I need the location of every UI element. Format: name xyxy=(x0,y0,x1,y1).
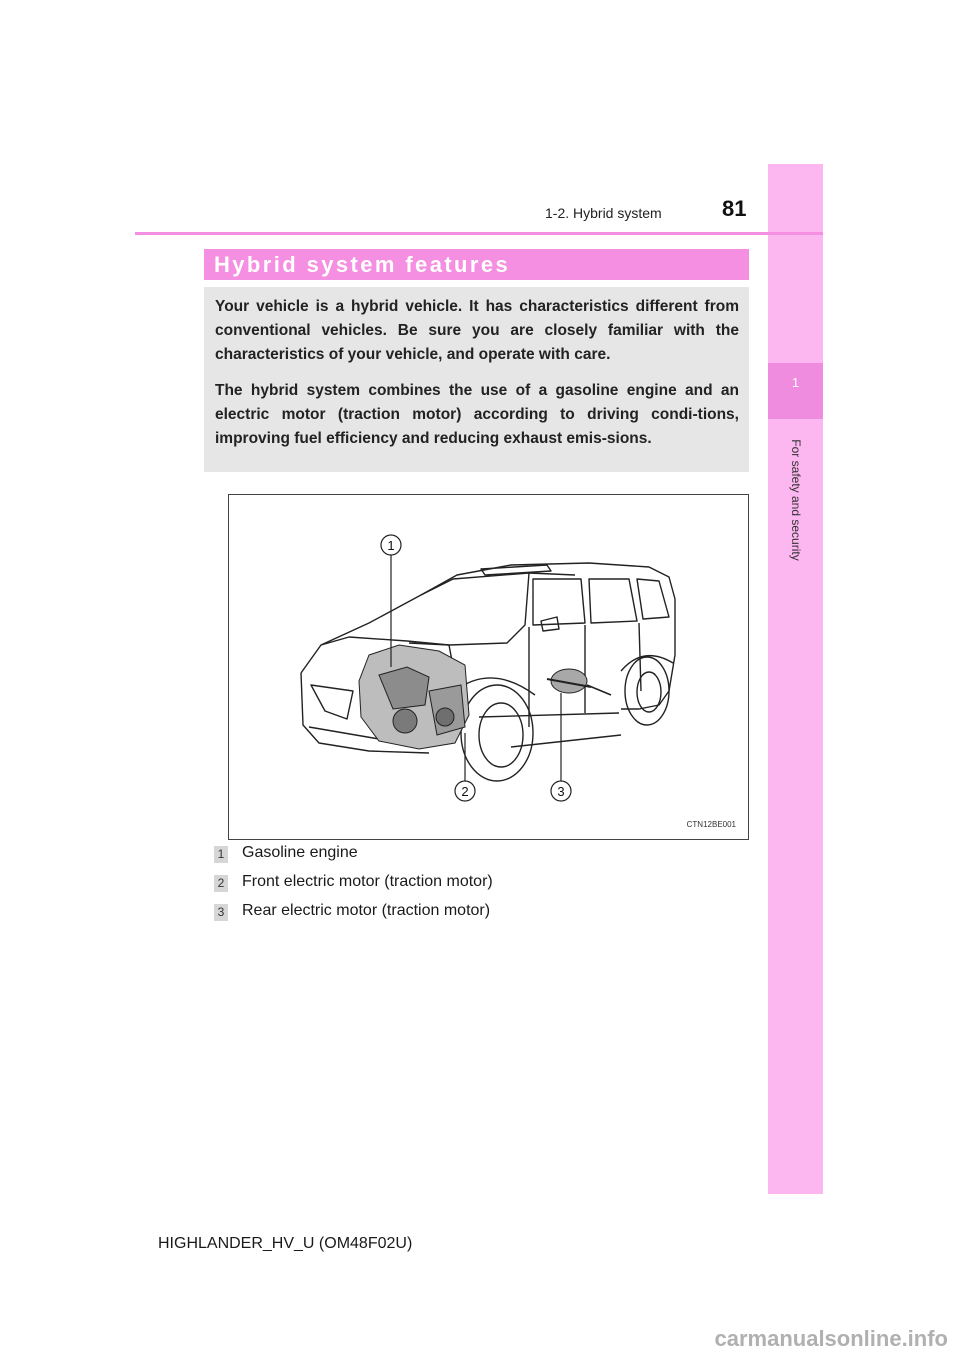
legend-text: Gasoline engine xyxy=(242,844,358,861)
legend-badge: 3 xyxy=(214,904,228,921)
intro-paragraph-2: The hybrid system combines the use of a gasoline engine and an electric motor (traction motor) according to driving condi-tions, improving fuel efficiency and reducing exhaust emis-sions. xyxy=(215,382,739,447)
running-header-section: 1-2. Hybrid system xyxy=(545,205,662,221)
callout-3-label: 3 xyxy=(557,784,565,799)
page-number: 81 xyxy=(722,196,747,221)
legend-text: Front electric motor (traction motor) xyxy=(242,873,493,890)
manual-code-footer: HIGHLANDER_HV_U (OM48F02U) xyxy=(158,1235,413,1252)
section-title: Hybrid system features xyxy=(214,252,511,277)
chapter-tab[interactable] xyxy=(768,363,823,419)
intro-box xyxy=(204,287,749,472)
figure-code: CTN12BE001 xyxy=(686,820,736,829)
chapter-title: For safety and security xyxy=(789,439,803,561)
legend-badge: 2 xyxy=(214,875,228,892)
chapter-sidebar xyxy=(768,164,823,1194)
legend-text: Rear electric motor (traction motor) xyxy=(242,902,491,919)
vehicle-illustration xyxy=(229,495,749,840)
legend-badge: 1 xyxy=(214,846,228,863)
intro-paragraph-1: Your vehicle is a hybrid vehicle. It has characteristics different from conventional vehicles. Be sure you are closely familiar with the characteristics of your vehicle, and operate with care. xyxy=(215,298,739,363)
chapter-number: 1 xyxy=(791,375,800,390)
watermark[interactable]: carmanualsonline.info xyxy=(714,1326,948,1351)
hybrid-system-figure xyxy=(228,494,749,840)
header-divider xyxy=(135,232,823,235)
callout-1-label: 1 xyxy=(387,538,395,553)
callout-2-label: 2 xyxy=(461,784,469,799)
